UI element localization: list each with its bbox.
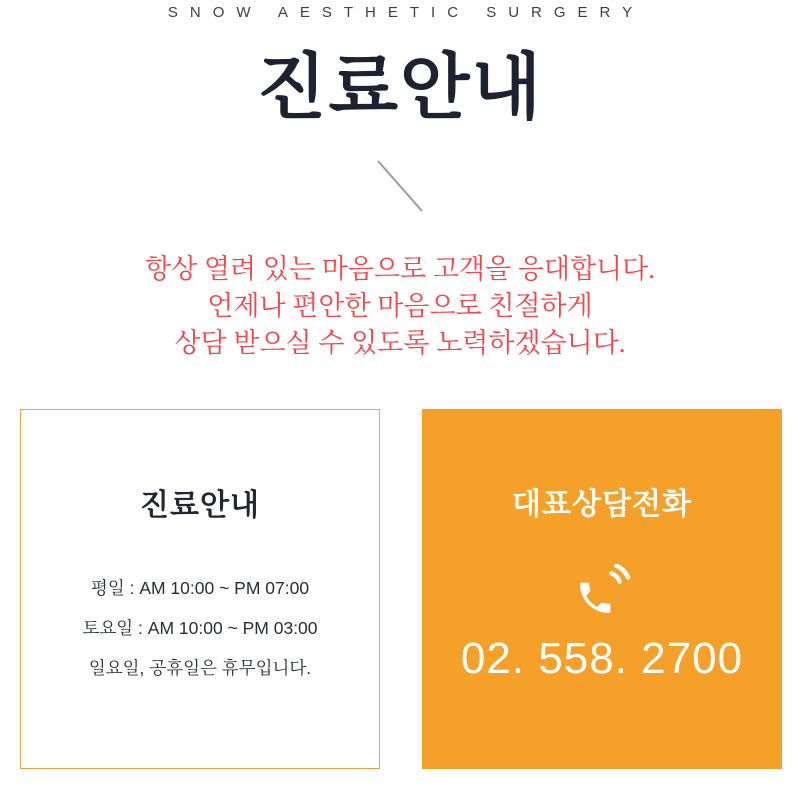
phone-card — [422, 409, 782, 769]
hours-card-title: 진료안내 — [140, 489, 260, 522]
hours-card — [20, 409, 380, 769]
intro-text — [0, 251, 800, 362]
hours-row-weekday: 평일 : AM 10:00 ~ PM 07:00 — [90, 578, 310, 598]
hours-row-holiday: 일요일, 공휴일은 휴무입니다. — [88, 658, 312, 678]
hours-list — [21, 568, 379, 688]
intro-line: 항상 열려 있는 마음으로 고객을 응대합니다. — [145, 254, 655, 284]
phone-number: 02. 558. 2700 — [460, 634, 744, 683]
divider-container — [0, 159, 800, 231]
brand-tagline: SNOW AESTHETIC SURGERY — [167, 4, 645, 21]
intro-line: 상담 받으실 수 있도록 노력하겠습니다. — [174, 328, 626, 358]
intro-line: 언제나 편안한 마음으로 친절하게 — [207, 291, 593, 321]
phone-icon-container — [422, 563, 782, 618]
info-cards-row — [20, 409, 782, 769]
phone-card-title: 대표상담전화 — [512, 488, 692, 521]
page-title: 진료안내 — [256, 48, 544, 128]
diagonal-line-icon — [376, 159, 424, 213]
phone-volume-icon — [573, 564, 631, 618]
hours-row-saturday: 토요일 : AM 10:00 ~ PM 03:00 — [82, 618, 318, 638]
